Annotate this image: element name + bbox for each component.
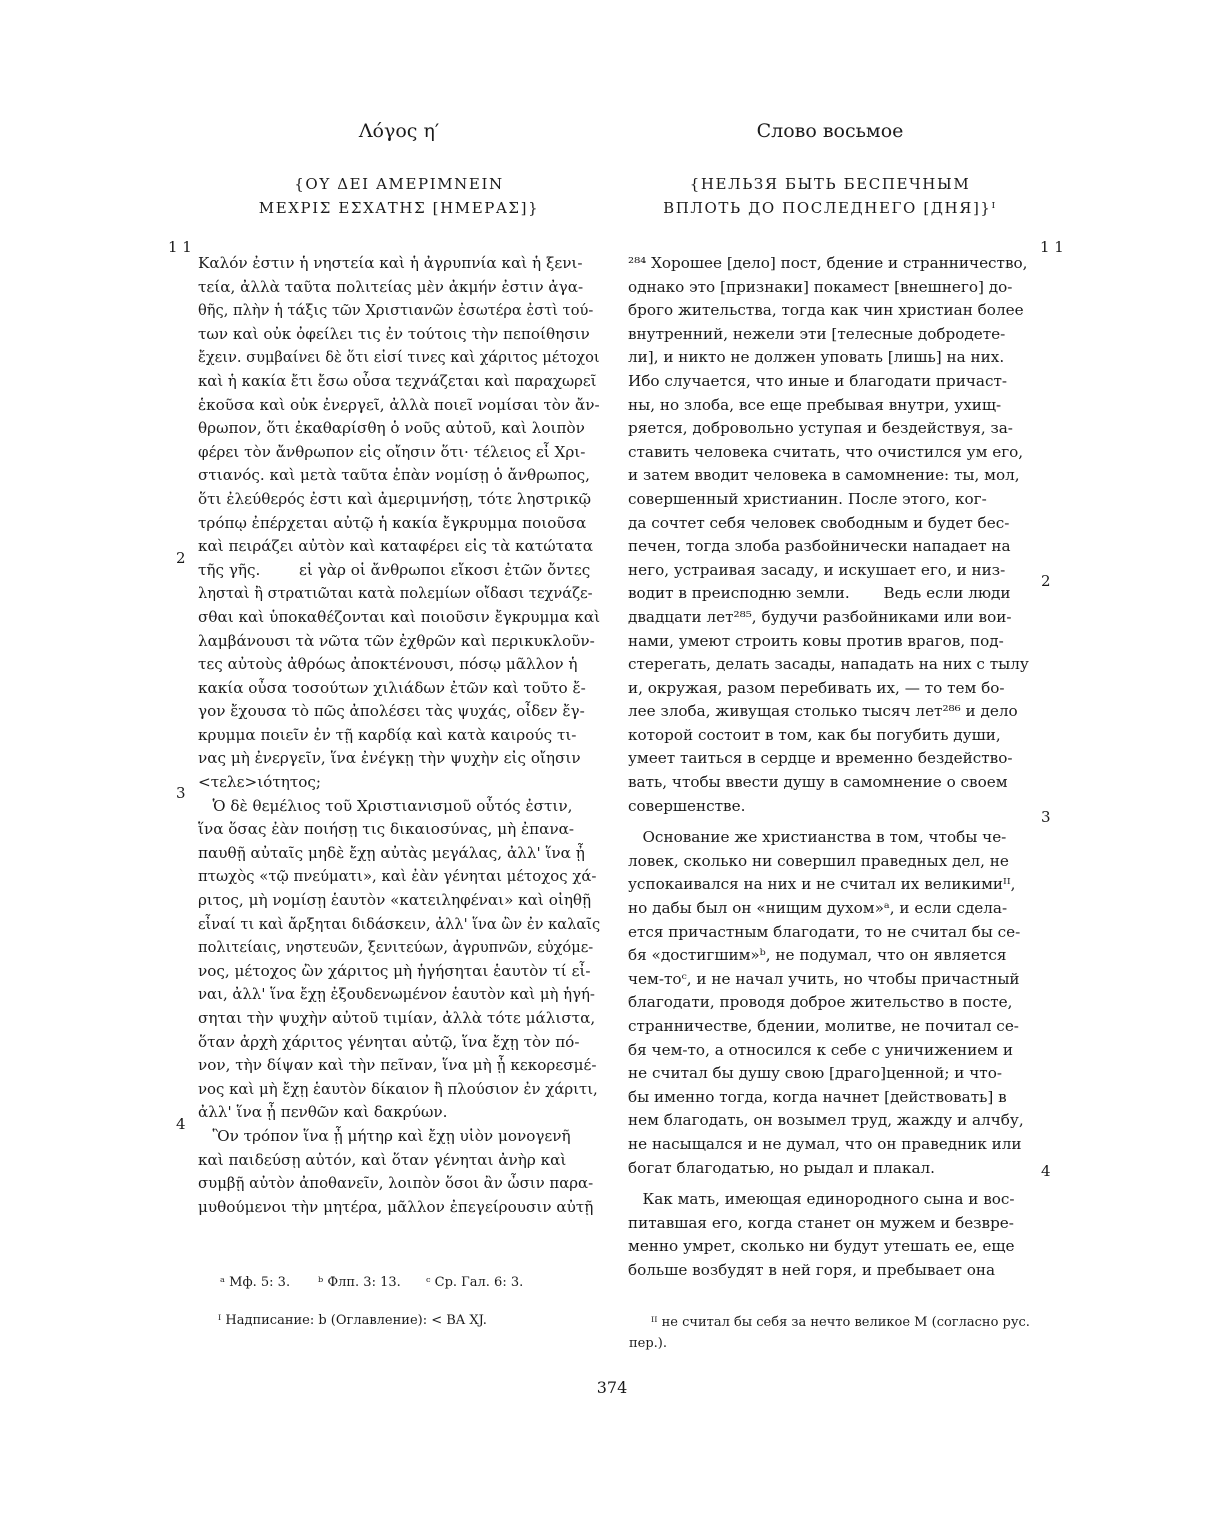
text-line: не считал бы душу свою [драго]ценной; и что-: [628, 1064, 1002, 1083]
text-line: νος καὶ μὴ ἔχῃ ἑαυτὸν δίκαιον ἢ πλούσιον ἐν χάριτι,: [198, 1079, 598, 1098]
text-line: не насыщался и не думал, что он праведник или: [628, 1134, 1022, 1153]
russian-title: Слово восьмое: [756, 120, 904, 142]
text-line: νος, μέτοχος ὢν χάριτος μὴ ἡγήσηται ἑαυτὸν τί εἶ-: [198, 961, 591, 980]
text-line: καὶ πειράζει αὐτὸν καὶ καταφέρει εἰς τὰ κατώτατα: [198, 537, 594, 556]
text-line: ловек, сколько ни совершил праведных дел, не: [628, 851, 1009, 870]
text-line: менно умрет, сколько ни будут утешать ее, еще: [628, 1237, 1015, 1256]
text-line: нем благодать, он возымел труд, жажду и алчбу,: [628, 1111, 1024, 1130]
text-line: водит в преисподню земли. Ведь если люди: [628, 584, 1011, 603]
text-line: ἀλλ' ἵνα ᾖ πενθῶν καὶ δακρύων.: [198, 1103, 448, 1122]
text-line: παυθῇ αὐταῖς μηδὲ ἔχῃ αὐτὰς μεγάλας, ἀλλ' ἵνα ᾖ: [198, 843, 585, 862]
text-line: γον ἔχουσα τὸ πῶς ἀπολέσει τὰς ψυχάς, οἶδεν ἔγ-: [198, 702, 585, 721]
text-line: брого жительства, тогда как чин христиан более: [628, 301, 1024, 320]
footnote: пер.).: [629, 1336, 668, 1351]
greek-column: [198, 118, 600, 1219]
text-line: успокаивался на них и не считал их великимиᴵᴵ,: [628, 875, 1016, 894]
text-line: печен, тогда злоба разбойнически нападает на: [628, 537, 1011, 556]
margin-number: 3: [1041, 808, 1051, 826]
text-line: бя чем-то, а относился к себе с уничижением и: [628, 1040, 1014, 1059]
text-line: στιανός. καὶ μετὰ ταῦτα ἐπὰν νομίσῃ ὁ ἄνθρωπος,: [198, 466, 590, 485]
text-line: Ὁ δὲ θεμέλιος τοῦ Χριστιανισμοῦ οὗτός ἐστιν,: [198, 796, 573, 815]
text-line: лее злоба, живущая столько тысяч лет²⁸⁶ и дело: [628, 702, 1018, 721]
text-line: бя «достигшим»ᵇ, не подумал, что он является: [628, 946, 1007, 965]
text-line: благодати, проводя доброе жительство в посте,: [628, 993, 1013, 1012]
text-line: εἶναί τι καὶ ἄρξηται διδάσκειν, ἀλλ' ἵνα ὢν ἐν καλαῖς: [198, 915, 600, 933]
text-line: двадцати лет²⁸⁵, будучи разбойниками или вои-: [628, 607, 1012, 626]
greek-subtitle-line: {ΟΥ ΔΕΙ ΑΜΕΡΙΜΝΕΙΝ: [294, 175, 504, 193]
text-line: πολιτείαις, νηστευῶν, ξενιτεύων, ἀγρυπνῶν, εὐχόμε-: [198, 939, 594, 957]
text-line: него, устраивая засаду, и искушает его, и низ-: [628, 560, 1006, 579]
page-number: 374: [596, 1378, 628, 1397]
text-line: σηται τὴν ψυχὴν αὐτοῦ τιμίαν, ἀλλὰ τότε μάλιστα,: [198, 1009, 596, 1027]
text-line: Как мать, имеющая единородного сына и вос-: [628, 1190, 1015, 1209]
text-line: νον, τὴν δίψαν καὶ τὴν πεῖναν, ἵνα μὴ ᾖ κεκορεσμέ-: [198, 1056, 597, 1075]
text-line: των καὶ οὐκ ὀφείλει τις ἐν τούτοις τὴν πεποίθησιν: [198, 324, 590, 343]
footnote: ᴵ Надписание: b (Оглавление): < BA XJ.: [218, 1313, 487, 1328]
text-line: ἵνα ὅσας ἐὰν ποιήσῃ τις δικαιοσύνας, μὴ ἐπανα-: [198, 820, 575, 839]
text-line: φέρει τὸν ἄνθρωπον εἰς οἴησιν ὅτι· τέλειος εἶ Χρι-: [198, 442, 586, 461]
text-line: стерегать, делать засады, нападать на них с тылу: [628, 655, 1029, 674]
text-line: странничестве, бдении, молитве, не почитал се-: [628, 1017, 1019, 1035]
russian-text: [628, 252, 1032, 1283]
text-line: ἑκοῦσα καὶ οὐκ ἐνεργεῖ, ἀλλὰ ποιεῖ νομίσαι τὸν ἄν-: [198, 395, 600, 414]
greek-title: Λόγος η′: [358, 120, 440, 142]
text-line: τες αὐτοὺς ἀθρόως ἀποκτένουσι, πόσῳ μᾶλλον ἡ: [198, 655, 578, 674]
text-line: и затем вводит человека в самомнение: ты, мол,: [628, 466, 1020, 485]
text-line: питавшая его, когда станет он мужем и безвре-: [628, 1213, 1014, 1232]
text-line: ἔχειν. συμβαίνει δὲ ὅτι εἰσί τινες καὶ χάριτος μέτοχοι: [198, 349, 600, 367]
text-line: ὅταν ἀρχὴ χάριτος γένηται αὐτῷ, ἵνα ἔχῃ τὸν πό-: [198, 1032, 580, 1051]
margin-number: 3: [176, 784, 186, 802]
margin-number: 2: [1041, 572, 1051, 590]
greek-text: [198, 252, 600, 1219]
greek-subtitle-line: ΜΕΧΡΙΣ ΕΣΧΑΤΗΣ [ΗΜΕΡΑΣ]}: [258, 199, 540, 217]
text-line: и, окружая, разом перебивать их, — то тем бо-: [628, 678, 1005, 697]
footnote: ᶜ Ср. Гал. 6: 3.: [426, 1275, 524, 1290]
text-line: ὅτι ἐλεύθερός ἐστι καὶ ἀμεριμνήσῃ, τότε ληστρικῷ: [198, 489, 591, 508]
text-line: ны, но злоба, все еще пребывая внутри, ухищ-: [628, 395, 1002, 414]
russian-subtitle: [628, 172, 1032, 220]
text-line: συμβῇ αὐτὸν ἀποθανεῖν, λοιπὸν ὅσοι ἂν ὦσιν παρα-: [198, 1174, 594, 1193]
text-line: ριτος, μὴ νομίσῃ ἑαυτὸν «κατειληφέναι» καὶ οἰηθῇ: [198, 891, 592, 910]
text-line: λησταὶ ἢ στρατιῶται κατὰ πολεμίων οἴδασι τεχνάζε-: [198, 585, 593, 603]
text-line: вать, чтобы ввести душу в самомнение о своем: [628, 773, 1008, 792]
text-line: внутренний, нежели эти [телесные добродете-: [628, 324, 1006, 343]
text-line: ется причастным благодати, то не считал бы се-: [628, 922, 1021, 941]
margin-number: 1 1: [1040, 238, 1064, 256]
text-line: однако это [признаки] покамест [внешнего] до-: [628, 277, 1013, 296]
russian-subtitle-line: ВПЛОТЬ ДО ПОСЛЕДНЕГО [ДНЯ]}ᴵ: [663, 199, 997, 217]
text-line: чем-тоᶜ, и не начал учить, но чтобы причастный: [628, 969, 1020, 988]
text-line: ли], и никто не должен уповать [лишь] на них.: [628, 348, 1005, 367]
text-line: <τελε>ιότητος;: [198, 773, 321, 792]
footnote: ᵇ Флп. 3: 13.: [318, 1275, 401, 1290]
text-line: Основание же христианства в том, чтобы че-: [628, 828, 1007, 847]
text-line: умеет таиться в сердце и временно бездейство-: [628, 749, 1013, 768]
margin-number: 2: [176, 549, 186, 567]
text-line: θῆς, πλὴν ἡ τάξις τῶν Χριστιανῶν ἐσωτέρα ἐστὶ τού-: [198, 302, 594, 320]
text-line: ряется, добровольно уступая и бездействуя, за-: [628, 419, 1013, 438]
text-line: τεία, ἀλλὰ ταῦτα πολιτείας μὲν ἀκμήν ἐστιν ἀγα-: [198, 277, 584, 296]
text-line: совершенный христианин. После этого, ког-: [628, 489, 987, 508]
text-line: которой состоит в том, как бы погубить души,: [628, 725, 1001, 744]
russian-subtitle-line: {НЕЛЬЗЯ БЫТЬ БЕСПЕЧНЫМ: [689, 175, 971, 193]
footnote: ᵃ Мф. 5: 3.: [220, 1275, 291, 1290]
text-line: да сочтет себя человек свободным и будет бес-: [628, 513, 1010, 532]
text-line: λαμβάνουσι τὰ νῶτα τῶν ἐχθρῶν καὶ περικυκλοῦν-: [198, 631, 595, 650]
text-line: κρυμμα ποιεῖν ἐν τῇ καρδίᾳ καὶ κατὰ καιρούς τι-: [198, 725, 577, 744]
text-line: πτωχὸς «τῷ πνεύματι», καὶ ἐὰν γένηται μέτοχος χά-: [198, 867, 597, 886]
text-line: богат благодатью, но рыдал и плакал.: [628, 1158, 936, 1177]
text-line: ναι, ἀλλ' ἵνα ἔχῃ ἐξουδενωμένον ἑαυτὸν καὶ μὴ ἡγή-: [198, 985, 595, 1004]
text-line: совершенстве.: [628, 796, 746, 815]
text-line: ставить человека считать, что очистился ум его,: [628, 442, 1024, 461]
text-line: καὶ ἡ κακία ἔτι ἔσω οὖσα τεχνάζεται καὶ παραχωρεῖ: [198, 371, 597, 390]
text-line: θρωπον, ὅτι ἐκαθαρίσθη ὁ νοῦς αὐτοῦ, καὶ λοιπὸν: [198, 419, 585, 438]
russian-column: [628, 118, 1032, 1283]
margin-number: 1 1: [168, 238, 192, 256]
text-line: больше возбудят в ней горя, и пребывает она: [628, 1260, 996, 1279]
greek-subtitle: [198, 172, 600, 220]
text-line: Καλόν ἐστιν ἡ νηστεία καὶ ἡ ἀγρυπνία καὶ ἡ ξενι-: [198, 254, 583, 272]
text-line: κακία οὖσα τοσούτων χιλιάδων ἐτῶν καὶ τοῦτο ἔ-: [198, 678, 586, 697]
text-line: σθαι καὶ ὑποκαθέζονται καὶ ποιοῦσιν ἔγκρυμμα καὶ: [198, 607, 600, 626]
text-line: μυθούμενοι τὴν μητέρα, μᾶλλον ἐπεγείρουσιν αὐτῇ: [198, 1197, 594, 1216]
text-line: но дабы был он «нищим духом»ᵃ, и если сдела-: [628, 899, 1008, 918]
text-line: бы именно тогда, когда начнет [действовать] в: [628, 1087, 1007, 1106]
margin-number: 4: [1041, 1162, 1051, 1180]
footnote: ᴵᴵ не считал бы себя за нечто великое M (согласно рус.: [651, 1315, 1030, 1330]
text-line: нами, умеют строить ковы против врагов, под-: [628, 631, 1004, 650]
text-line: καὶ παιδεύσῃ αὐτόν, καὶ ὅταν γένηται ἀνὴρ καὶ: [198, 1150, 567, 1169]
margin-number: 4: [176, 1115, 186, 1133]
text-line: Ибо случается, что иные и благодати причаст-: [628, 371, 1007, 390]
text-line: ²⁸⁴ Хорошее [дело] пост, бдение и странничество,: [628, 254, 1028, 272]
text-line: Ὃν τρόπον ἵνα ᾖ μήτηρ καὶ ἔχῃ υἱὸν μονογενῆ: [198, 1126, 571, 1145]
text-line: νας μὴ ἐνεργεῖν, ἵνα ἐνέγκῃ τὴν ψυχὴν εἰς οἴησιν: [198, 749, 581, 768]
text-line: τρόπῳ ἐπέρχεται αὐτῷ ἡ κακία ἔγκρυμμα ποιοῦσα: [198, 513, 587, 532]
text-line: τῆς γῆς. εἰ γὰρ οἱ ἄνθρωποι εἴκοσι ἐτῶν ὄντες: [198, 560, 591, 579]
